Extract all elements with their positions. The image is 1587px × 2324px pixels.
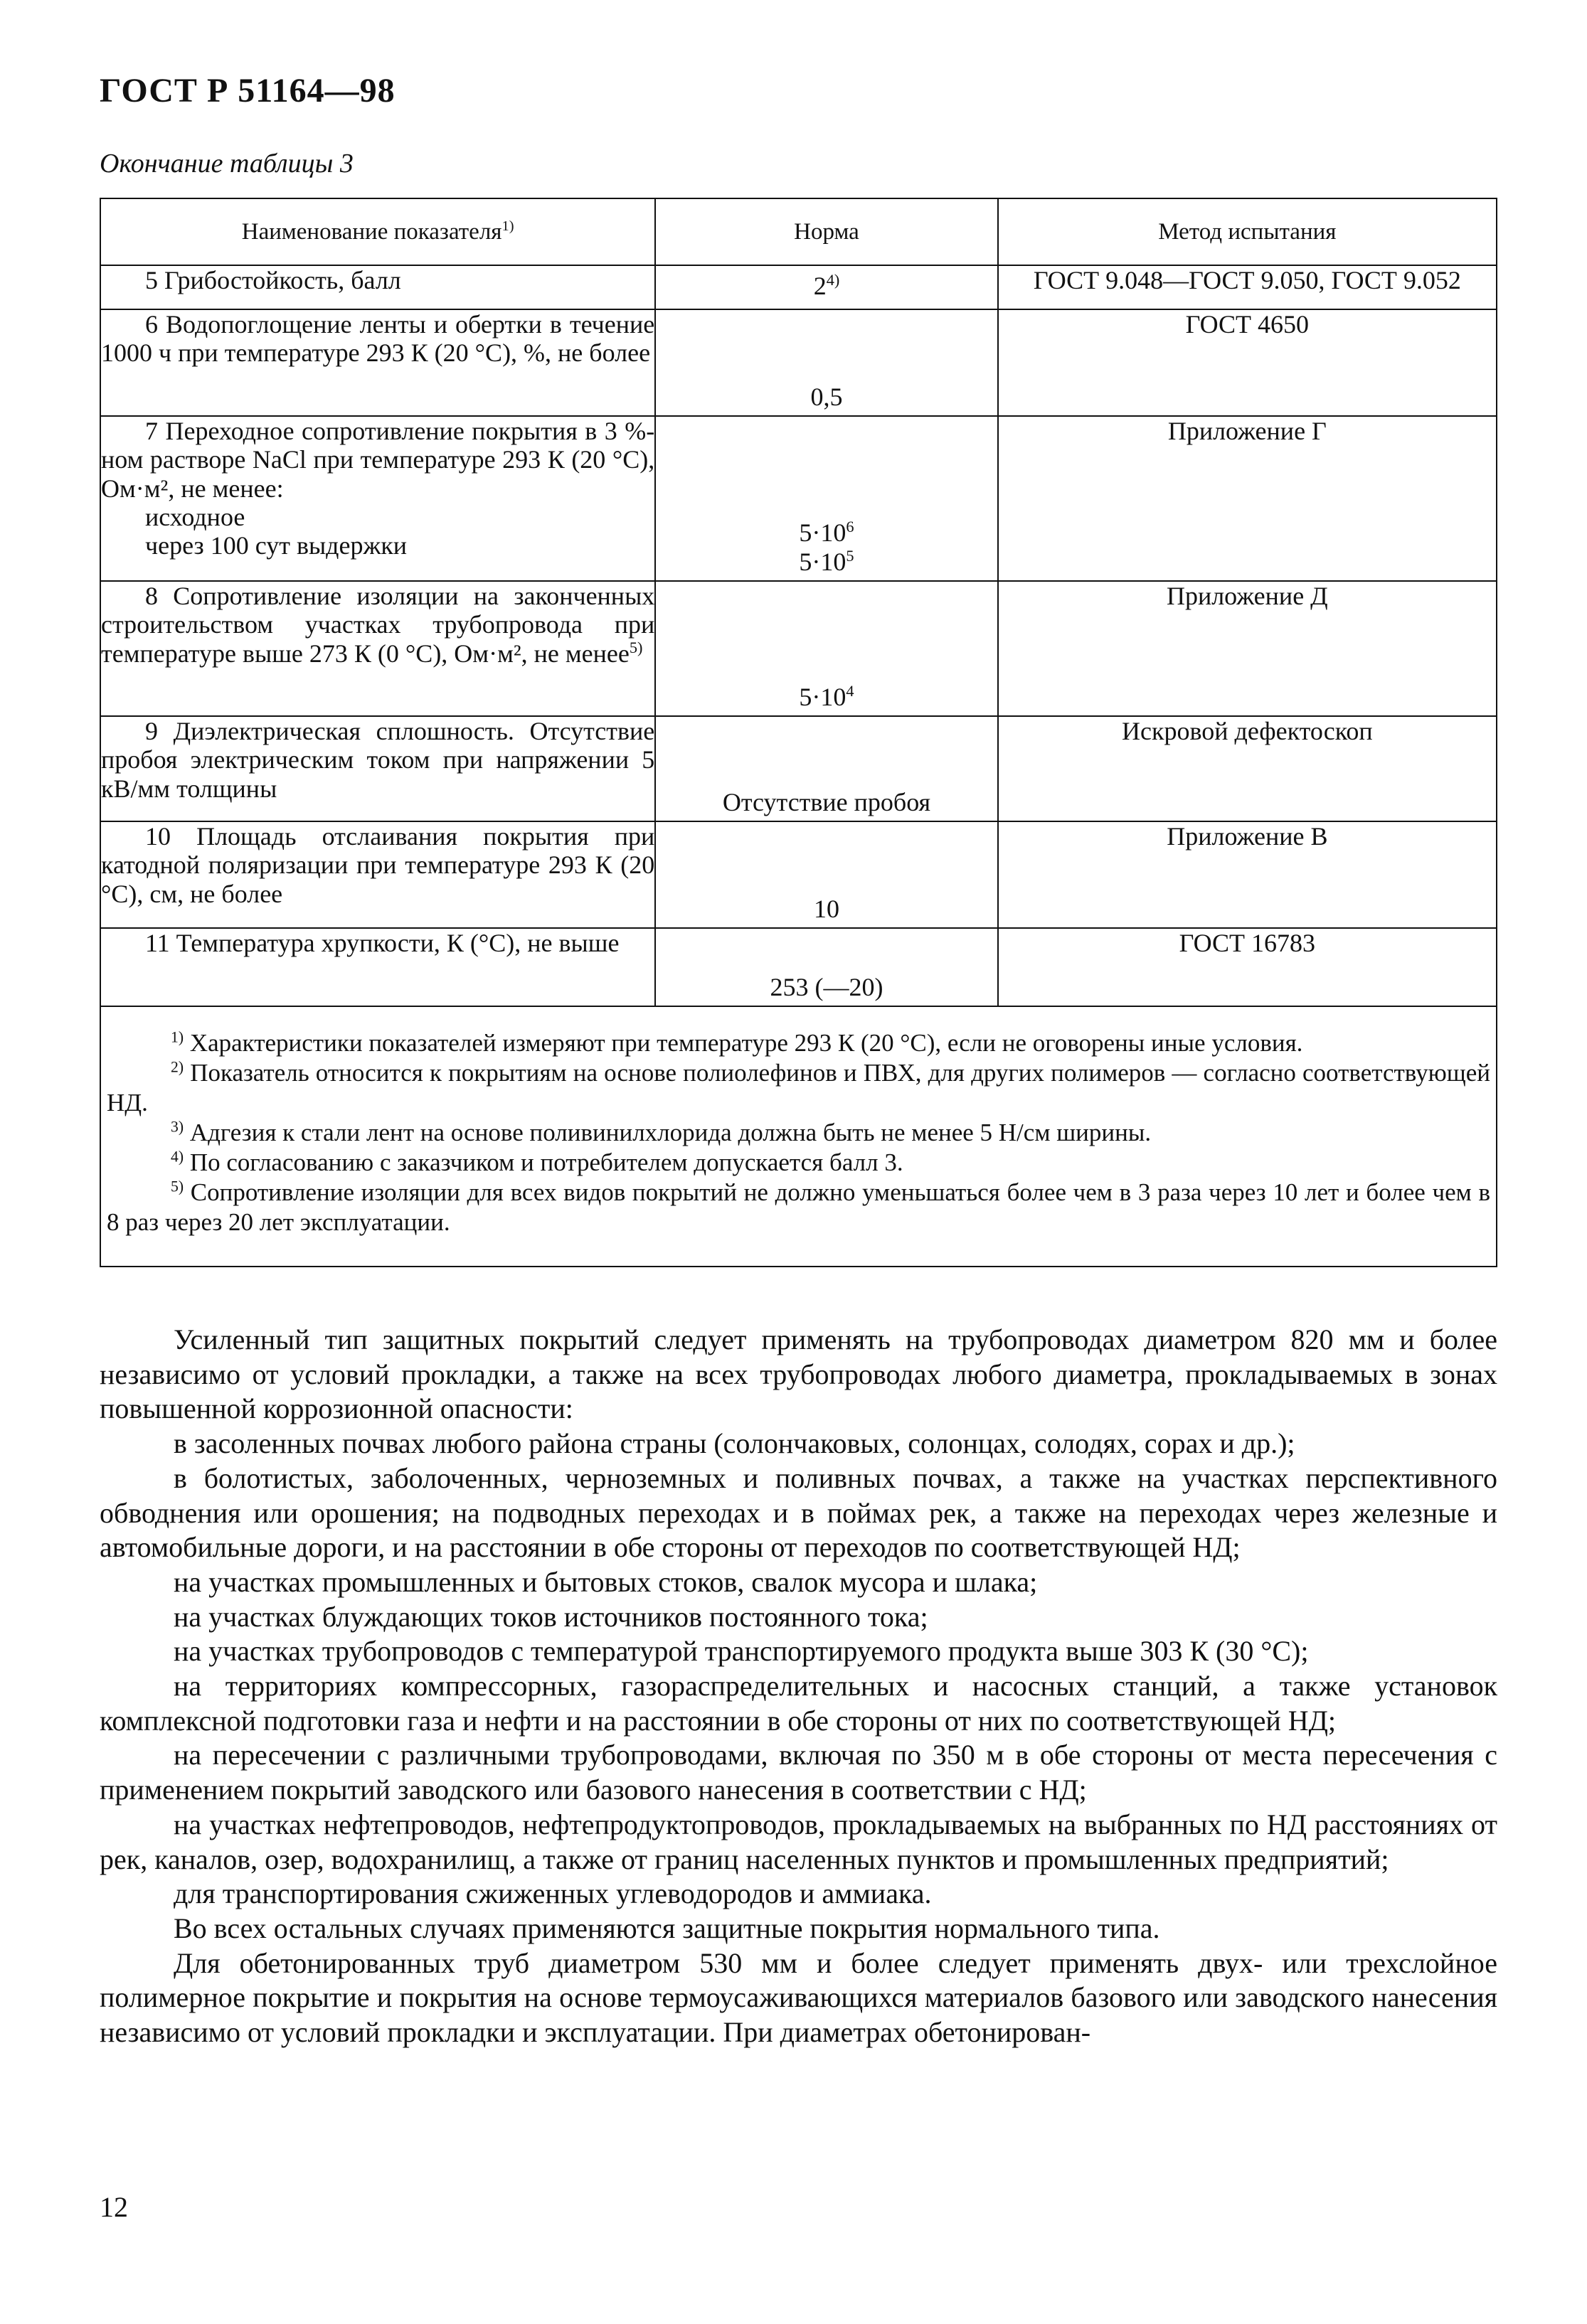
paragraph: в болотистых, заболоченных, черноземных и поливных почвах, а также на участках перспективного обводнения или орошения; на подводных переходах и в поймах рек, а также на переходах через железные и автомобильные дороги, и на расстоянии в обе стороны от переходов по соответствующей НД; (100, 1461, 1497, 1564)
header-norm: Норма (655, 198, 997, 265)
paragraph: на территориях компрессорных, газораспределительных и насосных станций, а также установок комплексной подготовки газа и нефти и на расстоянии в обе стороны от них по соответствующей НД; (100, 1670, 1497, 1737)
row-name-cell: 11 Температура хрупкости, К (°С), не выше (100, 928, 655, 1006)
row-norm-cell: Отсутствие пробоя (655, 716, 997, 821)
table-notes (100, 1006, 1497, 1267)
specs-table (100, 198, 1497, 1267)
row-norm-cell: 2$^{4)}$ (655, 265, 997, 309)
footnote: $^{4)}$ По согласованию с заказчиком и потребителем допускается балл 3. (171, 1148, 903, 1176)
row-method-cell: Приложение Г (998, 416, 1497, 581)
table-row (100, 265, 1497, 309)
row-method-cell: Искровой дефектоскоп (998, 716, 1497, 821)
paragraph: Во всех остальных случаях применяются защитные покрытия нормального типа. (174, 1912, 1160, 1944)
row-name-cell: 8 Сопротивление изоляции на законченных строительством участках трубопровода при температуре выше 273 К (0 °С), Ом·м², не менее$^{5)}$ (100, 581, 655, 716)
footnote: $^{3)}$ Адгезия к стали лент на основе поливинилхлорида должна быть не менее 5 Н/см ширины. (171, 1118, 1152, 1146)
row-method-cell: Приложение В (998, 821, 1497, 928)
paragraph: на участках блуждающих токов источников постоянного тока; (174, 1600, 928, 1633)
row-name-cell: 10 Площадь отслаивания покрытия при катодной поляризации при температуре 293 К (20 °С), см, не более (100, 821, 655, 928)
document-code: ГОСТ Р 51164—98 (100, 72, 396, 110)
paragraph: Для обетонированных труб диаметром 530 мм и более следует применять двух- или трехслойное полимерное покрытие и покрытия на основе термоусаживающихся материалов базового или заводского нанесения независимо от условий прокладки и эксплуатации. При диаметрах обетонирован- (100, 1946, 1497, 2049)
table-row (100, 416, 1497, 581)
row-name-cell: 7 Переходное сопротивление покрытия в 3 %-ном растворе NaCl при температуре 293 К (20 °С), Ом·м², не менее: исходное через 100 сут выдержки (100, 416, 655, 581)
row-norm-cell: 10 (655, 821, 997, 928)
paragraph: на пересечении с различными трубопроводами, включая по 350 м в обе стороны от места пересечения с применением покрытий заводского или базового нанесения в соответствии с НД; (100, 1739, 1497, 1806)
row-name-cell: 6 Водопоглощение ленты и обертки в течение 1000 ч при температуре 293 К (20 °С), %, не более (100, 309, 655, 416)
row-method-cell: ГОСТ 16783 (998, 928, 1497, 1006)
table-header-row (100, 198, 1497, 265)
page-number: 12 (100, 2191, 128, 2223)
table-row (100, 309, 1497, 416)
row-method-cell: Приложение Д (998, 581, 1497, 716)
row-name-cell: 5 Грибостойкость, балл (100, 265, 655, 309)
table-row (100, 716, 1497, 821)
paragraph: в засоленных почвах любого района страны (солончаковых, солонцах, солодях, сорах и др.); (174, 1427, 1295, 1460)
table-row (100, 581, 1497, 716)
footnote: $^{2)}$ Показатель относится к покрытиям на основе полиолефинов и ПВХ, для других полимеров — согласно соответствующей НД. (107, 1058, 1490, 1116)
table-row (100, 821, 1497, 928)
row-method-cell: ГОСТ 4650 (998, 309, 1497, 416)
footnote: $^{5)}$ Сопротивление изоляции для всех видов покрытий не должно уменьшаться более чем в 3 раза через 10 лет и более чем в 8 раз через 20 лет эксплуатации. (107, 1178, 1490, 1236)
header-name: Наименование показателя$^{1)}$ (100, 198, 655, 265)
paragraph: на участках нефтепроводов, нефтепродуктопроводов, прокладываемых на выбранных по НД расстояниях от рек, каналов, озер, водохранилищ, а также от границ населенных пунктов и промышленных предприятий; (100, 1808, 1497, 1875)
table-row (100, 928, 1497, 1006)
table-caption: Окончание таблицы 3 (100, 149, 354, 178)
table-notes-row (100, 1006, 1497, 1267)
row-norm-cell: 0,5 (655, 309, 997, 416)
paragraph: на участках промышленных и бытовых стоков, свалок мусора и шлака; (174, 1565, 1038, 1598)
paragraph: на участках трубопроводов с температурой транспортируемого продукта выше 303 К (30 °С); (174, 1635, 1309, 1668)
row-norm-cell: $5\cdot 10^4$ (655, 581, 997, 716)
row-name-cell: 9 Диэлектрическая сплошность. Отсутствие пробоя электрическим током при напряжении 5 кВ/мм толщины (100, 716, 655, 821)
row-method-cell: ГОСТ 9.048—ГОСТ 9.050, ГОСТ 9.052 (998, 265, 1497, 309)
row-norm-cell: $5\cdot 10^6$ $5\cdot 10^5$ (655, 416, 997, 581)
header-method: Метод испытания (998, 198, 1497, 265)
body-text (100, 1323, 1497, 2050)
paragraph: Усиленный тип защитных покрытий следует применять на трубопроводах диаметром 820 мм и более независимо от условий прокладки, а также на всех трубопроводах любого диаметра, прокладываемых в зонах повышенной коррозионной опасности: (100, 1323, 1497, 1425)
paragraph: для транспортирования сжиженных углеводородов и аммиака. (174, 1877, 932, 1910)
footnote: $^{1)}$ Характеристики показателей измеряют при температуре 293 К (20 °С), если не оговорены иные условия. (171, 1028, 1303, 1057)
row-norm-cell: 253 (—20) (655, 928, 997, 1006)
